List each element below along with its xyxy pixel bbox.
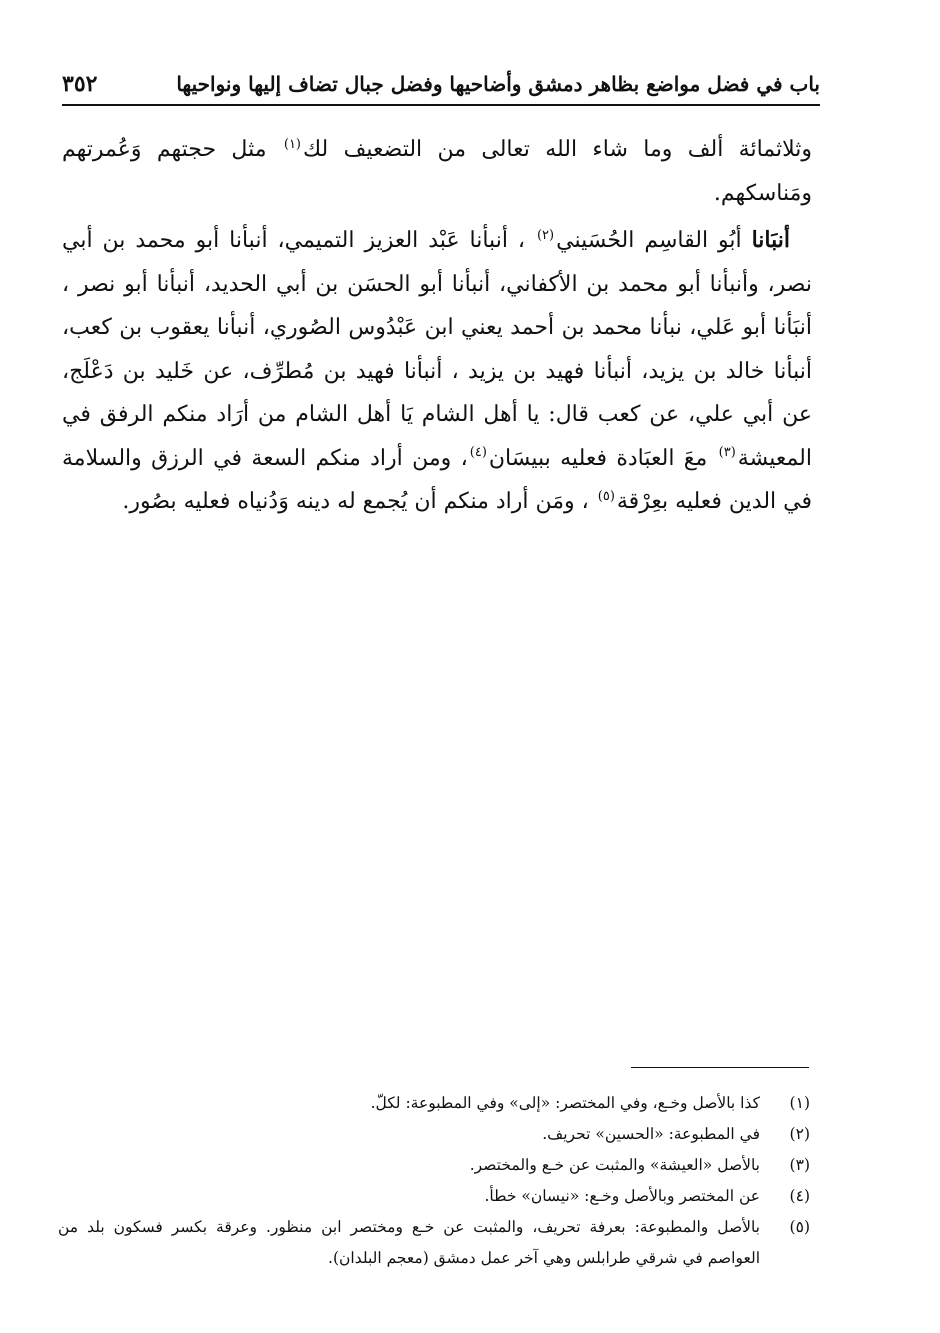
text-segment: وثلاثمائة ألف وما شاء الله تعالى من التضعيف لك — [303, 137, 812, 162]
footnote-text: بالأصل «العيشة» والمثبت عن خـع والمختصر. — [469, 1156, 760, 1174]
footnote-ref-5: (٥) — [597, 488, 615, 504]
footnote-text: كذا بالأصل وخـع، وفي المختصر: «إلى» وفي المطبوعة: لكلّ. — [370, 1094, 760, 1112]
text-segment: ، ومَن أراد منكم أن يُجمع له دينه وَدُنياه فعليه بصُور. — [122, 489, 596, 514]
footnote-ref-2: (٢) — [536, 227, 555, 243]
footnote-number: (٢) — [789, 1125, 810, 1143]
footnote-text: بالأصل والمطبوعة: بعرفة تحريف، والمثبت عن خـع ومختصر ابن منظور. وعرقة بكسر فسكون بلد من العواصم في شرقي طرابلس وهي آخر عمل دمشق (معجم البلدان). — [58, 1218, 760, 1267]
footnote-number: (٣) — [789, 1156, 810, 1174]
text-segment: مثل حجتهم وَعُمرتهم ومَناسكهم. — [62, 137, 812, 206]
footnotes — [58, 1088, 810, 1274]
paragraph-1 — [62, 128, 812, 215]
footnote-number: (١) — [789, 1094, 810, 1112]
chain-lead-word: أنبَانا — [751, 227, 790, 253]
footnote-ref-3: (٣) — [718, 445, 736, 461]
text-segment: معَ العبَادة فعليه ببيسَان — [488, 445, 717, 471]
text-segment: أبُو القاسِم الحُسَيني — [556, 228, 752, 253]
running-header — [62, 64, 820, 106]
footnote-number: (٤) — [789, 1187, 810, 1205]
footnote-text: في المطبوعة: «الحسين» تحريف. — [542, 1125, 760, 1143]
footnote-2 — [58, 1119, 810, 1150]
chapter-title: باب في فضل مواضع بظاهر دمشق وأضاحيها وفضل جبال تضاف إليها ونواحيها — [176, 72, 820, 96]
page-number: ٣٥٢ — [62, 71, 98, 97]
footnote-5 — [58, 1212, 810, 1274]
text-segment: ، ومن أراد منكم السعة في الرزق والسلامة في الدين فعليه بعِرْقة — [62, 445, 812, 514]
footnote-1 — [58, 1088, 810, 1119]
main-text — [62, 128, 812, 526]
paragraph-2 — [62, 219, 812, 524]
footnote-3 — [58, 1150, 810, 1181]
footnote-separator — [631, 1067, 809, 1068]
footnote-ref-4: (٤) — [469, 445, 487, 461]
footnote-number: (٥) — [789, 1218, 810, 1236]
footnote-text: عن المختصر وبالأصل وخـع: «نيسان» خطأ. — [484, 1187, 760, 1205]
footnote-ref-1: (١) — [283, 136, 301, 152]
text-segment: ، أنبأنا عَبْد العزيز التميمي، أنبأنا أبو محمد بن أبي نصر، وأنبأنا أبو محمد بن الأكفاني، أنبأنا أبو الحسَن بن أبي الحديد، أنبأنا أبو نصر ، أنبَأنا أبو عَلي، نبأنا محمد بن أحمد يعني ابن عَبْدُوس الصُوري، أنبأنا يعقوب بن كعب، أنبأنا خالد بن يزيد، أنبأنا فهيد بن يزيد ، أنبأنا فهيد بن مُطرِّف، عن خَليد بن دَعْلَج، عن أبي علي، عن كعب قال: يا أهل الشام يَا أهل الشام من أرَاد منكم الرفق في المعيشة — [62, 228, 812, 471]
footnote-4 — [58, 1181, 810, 1212]
